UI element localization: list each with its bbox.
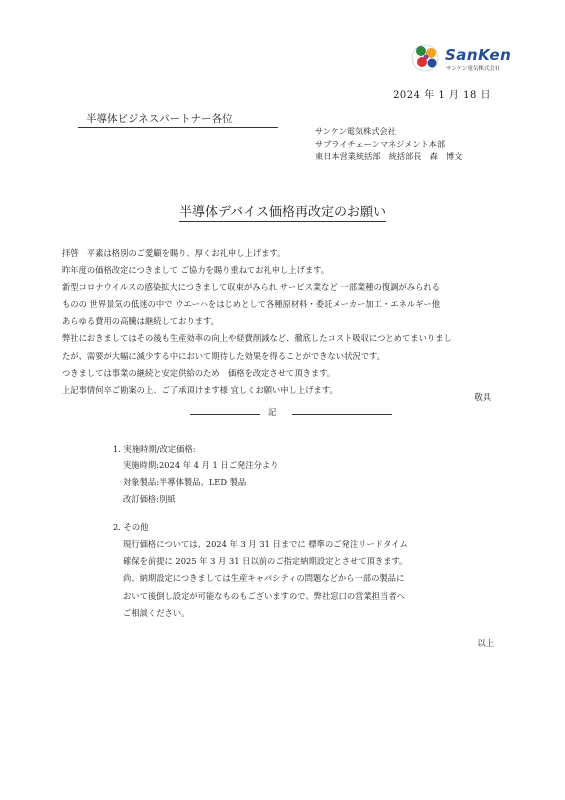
sender-company: サンケン電気株式会社 bbox=[315, 126, 396, 136]
section2-line: 確保を前提に 2025 年 3 月 31 日以前のご指定納期設定とさせて頂きます。 bbox=[123, 556, 408, 567]
section2-line: 尚、納期設定につきましては生産キャパシティの問題などから一部の製品に bbox=[123, 573, 405, 584]
ki-label: 記 bbox=[268, 407, 277, 417]
body-line: ものの 世界景気の低迷の中で ウエーハをはじめとして各種原材料・委託メーカー加工・エネルギー他 bbox=[62, 299, 441, 310]
letter-body bbox=[62, 245, 502, 399]
body-line: 弊社におきましてはその後も生産効率の向上や経費削減など、徹底したコスト吸収につとめてまいりまし bbox=[62, 333, 452, 344]
divider-left bbox=[190, 414, 260, 415]
section1-line: 改訂価格:別紙 bbox=[123, 494, 176, 505]
logo-emblem-icon bbox=[405, 38, 445, 78]
body-line: 昨年度の価格改定につきまして ご協力を賜り重ねてお礼申し上げます。 bbox=[62, 265, 330, 276]
section1-line: 実施時期:2024 年 4 月 1 日ご発注分より bbox=[123, 460, 279, 470]
closing-keigu: 敬具 bbox=[474, 392, 491, 402]
logo-wordmark: SanKen bbox=[445, 46, 512, 64]
section2-line: おいて後倒し設定が可能なものもございますので、弊社窓口の営業担当者へ bbox=[123, 590, 405, 601]
addressee: 半導体ビジネスパートナー各位 bbox=[78, 111, 278, 128]
section1-heading: 1. 実施時期/改定価格: bbox=[113, 444, 196, 454]
section1-body bbox=[123, 457, 279, 509]
document-title-wrap bbox=[0, 201, 565, 220]
body-line: 新型コロナウイルスの感染拡大につきまして収束がみられ サービス業など 一部業種の復調がみられる bbox=[62, 282, 440, 293]
body-line: 上記事情何卒ご勘案の上、ご了承頂けます様 宜しくお願い申し上げます。 bbox=[62, 384, 338, 395]
closing-ijo: 以上 bbox=[477, 638, 494, 648]
body-line: つきましては事業の継続と安定供給のため 価格を改定させて頂きます。 bbox=[62, 367, 336, 378]
document-date: 2024 年 1 月 18 日 bbox=[393, 90, 491, 101]
logo-company-name: サンケン電気株式会社 bbox=[446, 66, 501, 72]
ki-separator bbox=[190, 406, 392, 426]
body-line: あらゆる費用の高騰は継続しております。 bbox=[62, 316, 219, 327]
section2-body bbox=[123, 536, 408, 622]
section2-heading: 2. その他 bbox=[113, 522, 149, 532]
section2-line: ご相談ください。 bbox=[123, 607, 190, 618]
document-title: 半導体デバイス価格再改定のお願い bbox=[178, 205, 387, 220]
section2-line: 現行価格については、2024 年 3 月 31 日までに 標準のご発注リードタイム bbox=[123, 539, 408, 549]
sender-division: サプライチェーンマネジメント本部 bbox=[315, 138, 446, 149]
body-line: たが、需要が大幅に減少する中において期待した効果を得ることができない状況です。 bbox=[62, 350, 385, 361]
sender-person: 東日本営業統括部 統括部長 森 博文 bbox=[315, 151, 463, 161]
divider-right bbox=[292, 414, 392, 415]
section1-line: 対象製品:半導体製品、LED 製品 bbox=[123, 477, 247, 488]
body-line: 拝啓 平素は格別のご愛顧を賜り、厚くお礼申し上げます。 bbox=[62, 248, 286, 258]
sender-block bbox=[315, 125, 462, 163]
